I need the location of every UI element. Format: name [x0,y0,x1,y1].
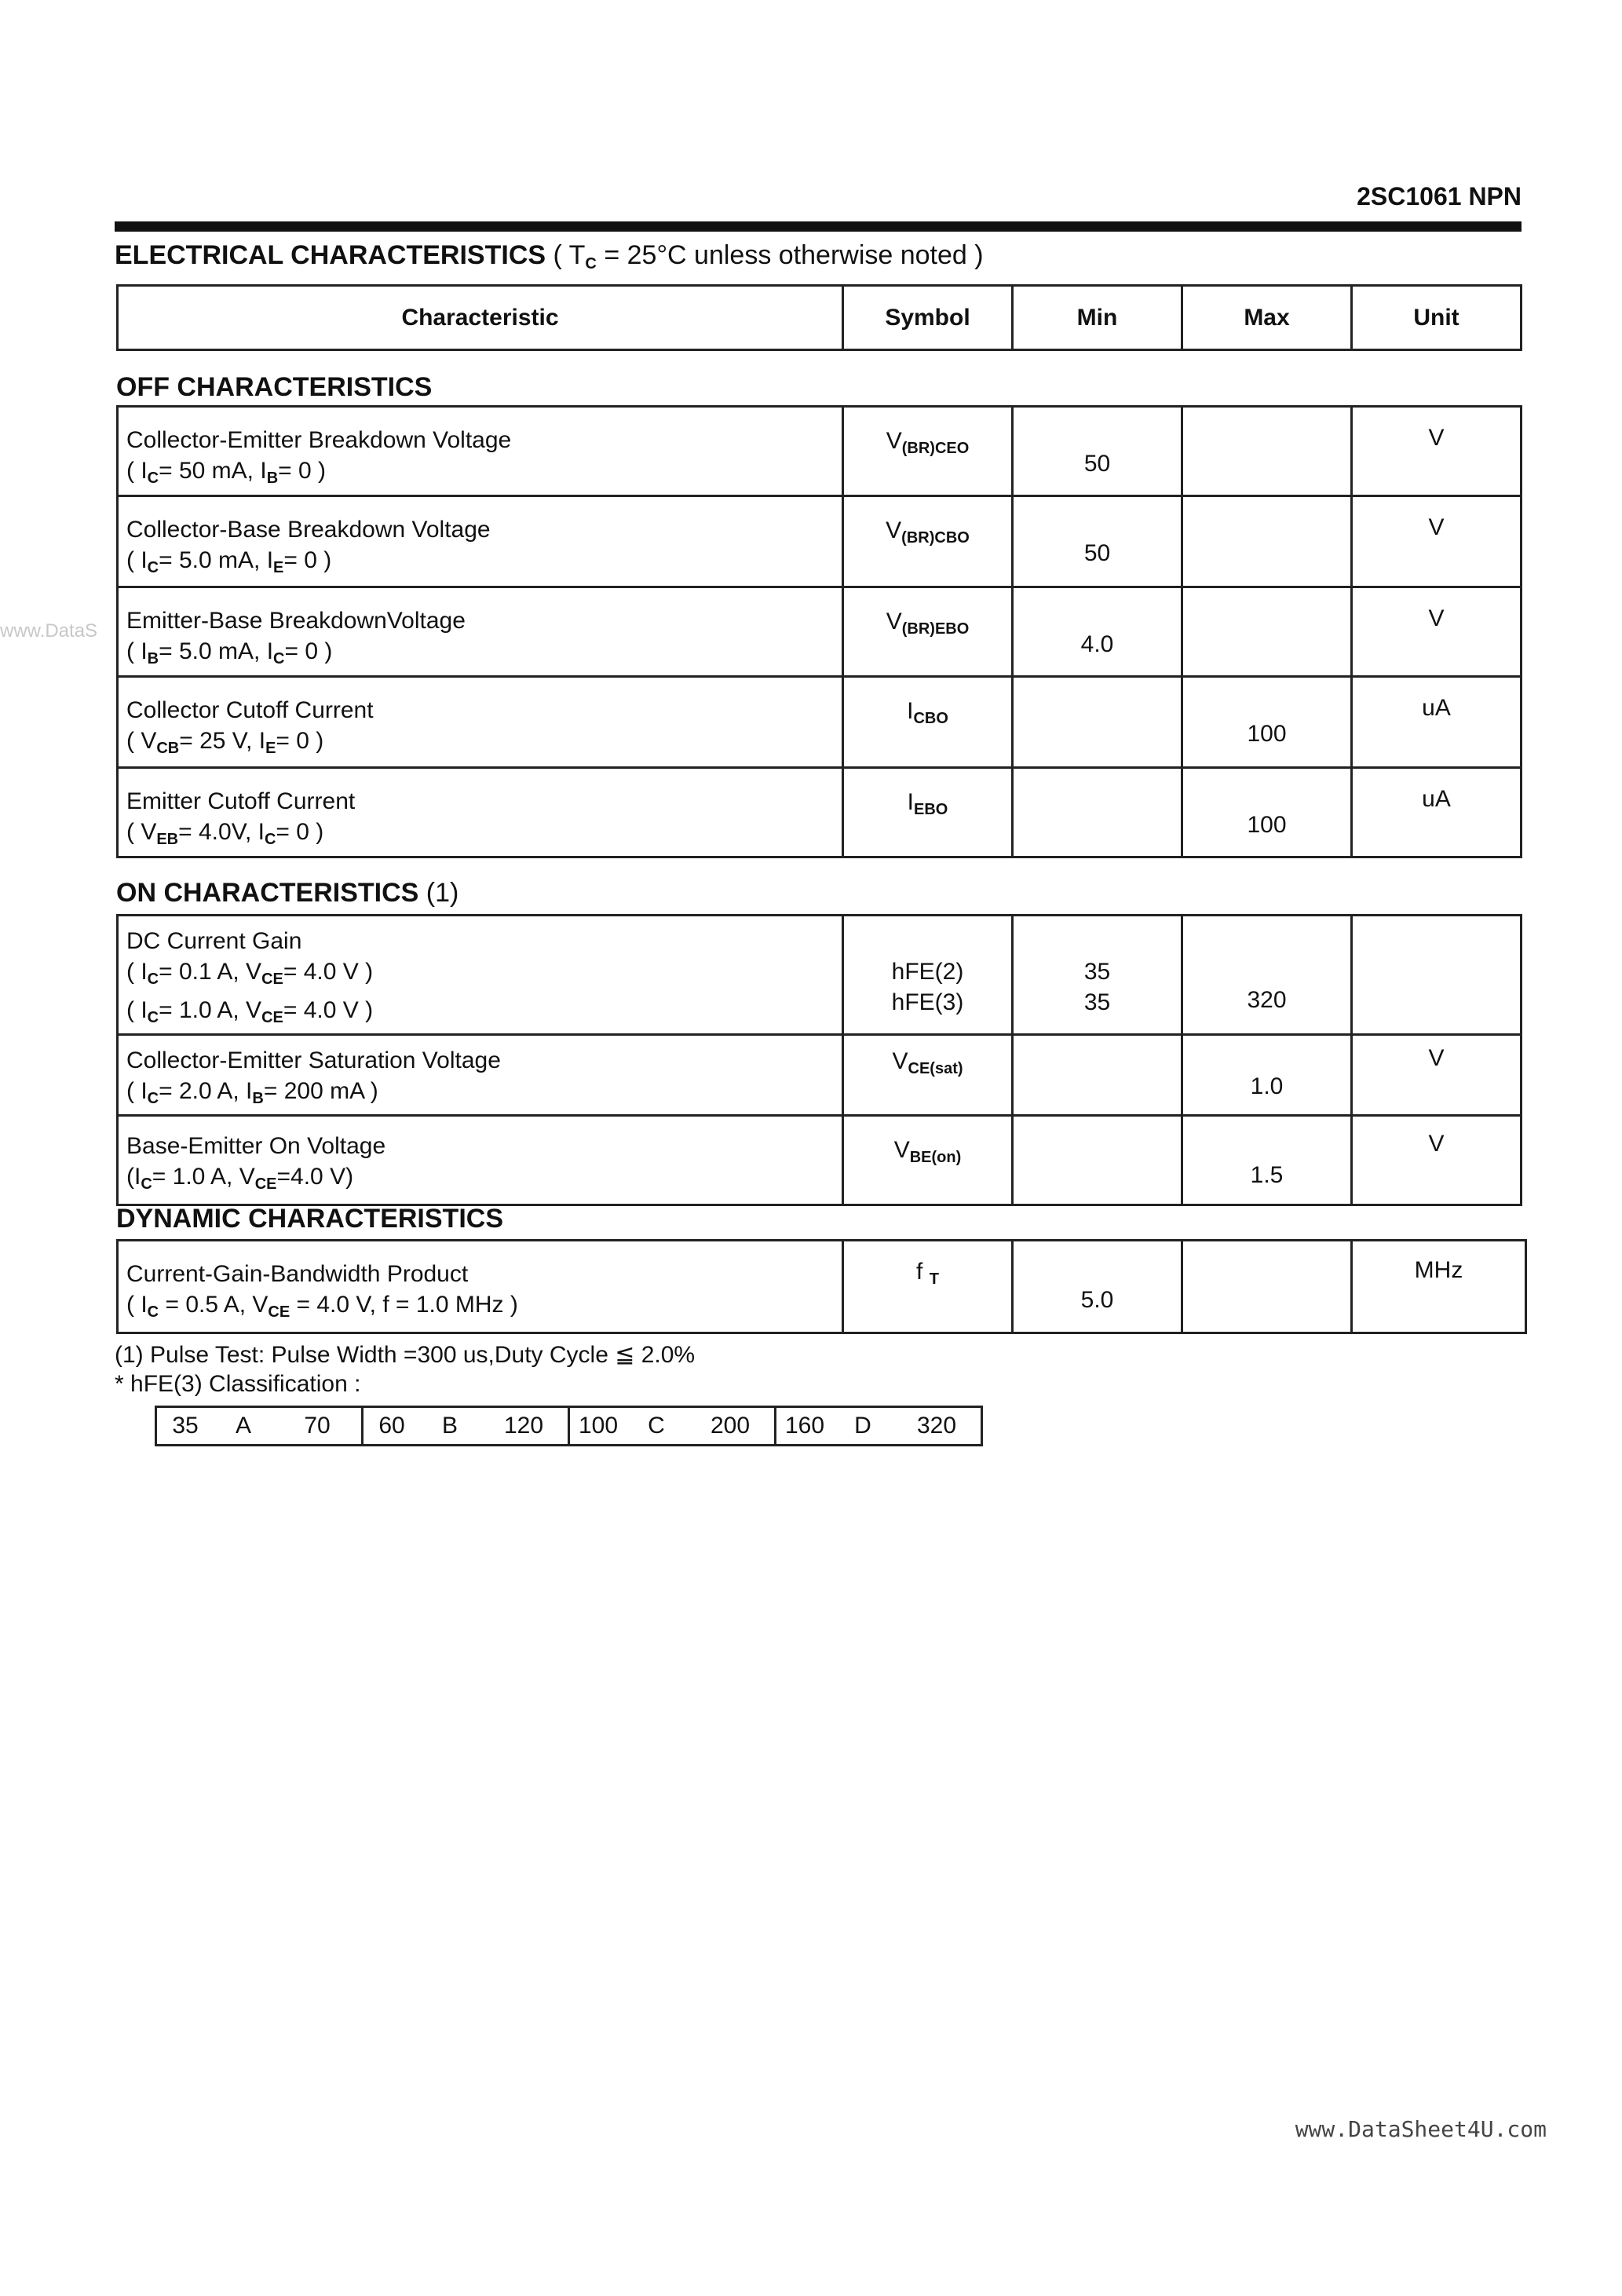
condition-text: ($I_C= 1.0$ A, $V_{CE}=4.0$ V) [126,1164,354,1193]
classification-low: 160 [776,1407,834,1446]
symbol-text: $V_{(BR)EBO}$ [886,609,970,638]
classification-low: 100 [569,1407,627,1446]
characteristic-name: Collector-Base Breakdown Voltage [126,517,491,543]
classification-low: 35 [156,1407,214,1446]
classification-high: 200 [686,1407,776,1446]
symbol-text: $I_{CBO}$ [907,698,948,727]
condition-text: ( $I_C= 1.0$ A, $V_{CE}= 4.0$ V ) [126,997,374,1026]
min-cell [1013,496,1182,587]
pulse-test-note: (1) Pulse Test: Pulse Width =300 us,Duty Cycle ≦ 2.0% [115,1342,696,1368]
symbol-cell [843,1116,1013,1205]
section-on-label: ON CHARACTERISTICS [116,878,419,908]
symbol-text: hFE(3) [891,989,964,1015]
unit-value: V [1428,1131,1445,1157]
condition-text: ( $V_{EB}= 4.0V$, $I_C= 0$ ) [126,819,324,848]
unit-value: V [1428,425,1445,451]
col-header-max: Max [1182,286,1352,350]
max-value: 100 [1247,812,1287,838]
max-value: 1.5 [1250,1162,1284,1188]
max-cell [1182,768,1352,857]
condition-text: ( $I_C= 5.0$ mA, $I_E= 0$ ) [126,547,332,576]
min-value: 5.0 [1080,1287,1114,1313]
table-row [118,677,1522,768]
characteristic-cell [118,1116,843,1205]
min-cell [1013,407,1182,496]
symbol-text: $V_{CE(sat)}$ [892,1048,963,1077]
unit-value: uA [1422,786,1451,812]
min-cell [1013,587,1182,677]
unit-value: MHz [1414,1257,1463,1283]
classification-grade: A [214,1407,273,1446]
characteristic-name: DC Current Gain [126,928,302,954]
section-off: OFF CHARACTERISTICS [116,372,433,402]
table-row [118,1241,1526,1333]
classification-low: 60 [363,1407,421,1446]
table-row [118,1116,1522,1205]
classification-grade: C [627,1407,686,1446]
title-condition-sub: C [585,255,597,272]
unit-cell [1352,496,1522,587]
symbol-text: hFE(2) [891,959,964,985]
classification-grade: B [420,1407,480,1446]
unit-cell [1352,677,1522,768]
classification-high: 120 [480,1407,569,1446]
max-value: 100 [1247,721,1287,747]
unit-value: V [1428,1045,1445,1071]
unit-cell [1352,407,1522,496]
symbol-cell [843,677,1013,768]
section-dynamic: DYNAMIC CHARACTERISTICS [116,1204,503,1234]
classification-table [155,1406,983,1446]
characteristic-cell [118,916,843,1035]
table-row [118,1035,1522,1116]
min-value: 35 [1083,989,1111,1015]
characteristic-cell [118,677,843,768]
page-title [115,240,984,273]
max-cell [1182,587,1352,677]
characteristic-cell [118,587,843,677]
table-row [118,496,1522,587]
col-header-unit: Unit [1352,286,1522,350]
table-row [118,768,1522,857]
header-table [116,284,1522,351]
on-table [116,914,1522,1206]
min-value: 35 [1083,959,1111,985]
symbol-text: $V_{BE(on)}$ [893,1137,962,1166]
unit-value: V [1428,605,1445,631]
characteristic-cell [118,1035,843,1116]
characteristic-cell [118,768,843,857]
table-row [118,587,1522,677]
condition-text: ( $V_{CB}= 25$ V, $I_E= 0$ ) [126,728,324,757]
min-value: 50 [1083,451,1111,477]
title-condition-pre: ( T [546,240,586,270]
section-on [116,878,458,909]
max-cell [1182,407,1352,496]
symbol-cell [843,496,1013,587]
classification-high: 70 [273,1407,363,1446]
min-cell [1013,677,1182,768]
condition-text: ( $I_C= 0.1$ A, $V_{CE}= 4.0$ V ) [126,959,374,988]
characteristic-name: Base-Emitter On Voltage [126,1133,386,1159]
characteristic-cell [118,496,843,587]
symbol-text: $I_{EBO}$ [907,789,948,818]
classification-title: * hFE(3) Classification : [115,1371,361,1397]
min-cell [1013,1035,1182,1116]
classification-high: 320 [893,1407,982,1446]
classification-row [156,1407,982,1446]
characteristic-name: Collector-Emitter Saturation Voltage [126,1047,501,1073]
symbol-text: $V_{(BR)CBO}$ [886,517,970,547]
symbol-text: f $_T$ [916,1259,939,1288]
symbol-cell [843,1035,1013,1116]
characteristic-name: Emitter Cutoff Current [126,788,356,814]
max-cell [1182,677,1352,768]
footer-site: www.DataSheet4U.com [1295,2116,1547,2142]
part-number: 2SC1061 NPN [1357,182,1522,210]
title-condition-post: = 25°C unless otherwise noted ) [596,240,984,270]
symbol-text: $V_{(BR)CEO}$ [886,428,970,457]
min-cell [1013,1116,1182,1205]
unit-cell [1352,768,1522,857]
condition-text: ( $I_C = 0.5$ A, $V_{CE} = 4.0$ V, f = 1.0 MHz ) [126,1292,518,1321]
unit-cell [1352,1116,1522,1205]
min-value: 4.0 [1080,631,1114,657]
symbol-cell [843,768,1013,857]
characteristic-name: Collector-Emitter Breakdown Voltage [126,427,512,453]
symbol-cell [843,916,1013,1035]
characteristic-name: Emitter-Base BreakdownVoltage [126,608,466,634]
watermark-text: www.DataS [0,620,98,642]
min-cell [1013,1241,1182,1333]
max-cell [1182,916,1352,1035]
symbol-cell [843,1241,1013,1333]
characteristic-name: Collector Cutoff Current [126,697,374,723]
condition-text: ( $I_C= 2.0$ A, $I_B= 200$ mA ) [126,1078,378,1107]
max-cell [1182,1241,1352,1333]
characteristic-cell [118,407,843,496]
unit-value: uA [1422,695,1451,721]
unit-cell [1352,1035,1522,1116]
section-on-note: (1) [418,878,459,908]
unit-cell [1352,587,1522,677]
characteristic-cell [118,1241,843,1333]
off-table [116,405,1522,858]
symbol-cell [843,587,1013,677]
max-cell [1182,1035,1352,1116]
max-cell [1182,496,1352,587]
classification-grade: D [833,1407,893,1446]
table-row [118,407,1522,496]
unit-cell [1352,1241,1526,1333]
max-value: 320 [1247,987,1287,1013]
title-main: ELECTRICAL CHARACTERISTICS [115,240,546,270]
col-header-min: Min [1013,286,1182,350]
unit-value: V [1428,514,1445,540]
col-header-symbol: Symbol [843,286,1013,350]
dynamic-table [116,1239,1527,1334]
min-value: 50 [1083,540,1111,566]
max-cell [1182,1116,1352,1205]
header-rule [115,221,1522,232]
min-cell [1013,768,1182,857]
characteristic-name: Current-Gain-Bandwidth Product [126,1261,469,1287]
unit-cell [1352,916,1522,1035]
max-value: 1.0 [1250,1073,1284,1099]
col-header-characteristic: Characteristic [118,286,843,350]
condition-text: ( $I_C= 50$ mA, $I_B= 0$ ) [126,458,327,487]
min-cell [1013,916,1182,1035]
condition-text: ( $I_B= 5.0$ mA, $I_C= 0$ ) [126,638,333,667]
table-row [118,916,1522,1035]
symbol-cell [843,407,1013,496]
